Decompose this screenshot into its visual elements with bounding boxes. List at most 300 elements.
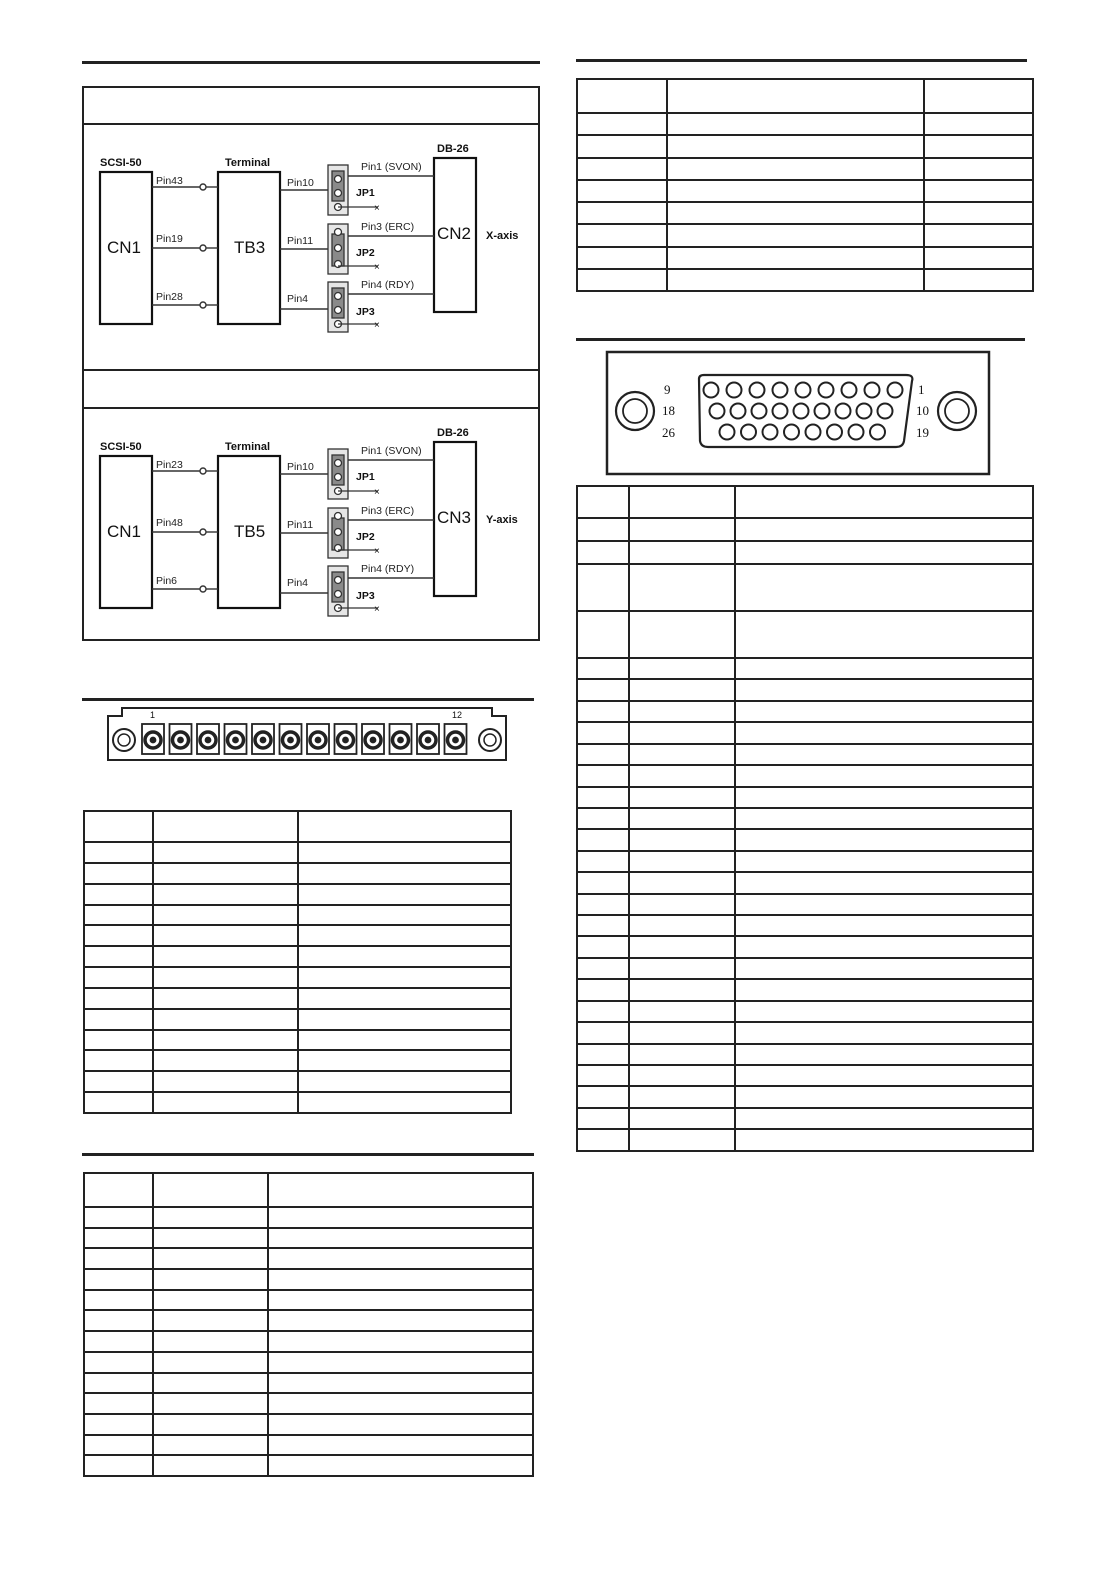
terminal-block-pin-table	[83, 810, 512, 1114]
table-row	[577, 679, 1033, 700]
table-cell	[268, 1207, 533, 1228]
table-cell	[577, 744, 629, 765]
frame-divider	[82, 369, 540, 371]
db26-pin-label-19: 19	[916, 425, 929, 440]
right-pin-label: Pin4 (RDY)	[361, 563, 415, 575]
table-cell	[577, 1108, 629, 1129]
table-row	[577, 894, 1033, 915]
db26-pin	[794, 404, 809, 419]
section-rule-top-right	[576, 59, 1027, 62]
table-cell	[153, 1352, 268, 1373]
table-cell	[577, 829, 629, 850]
table-cell	[84, 925, 153, 946]
table-cell	[629, 829, 735, 850]
jumper-setting-table	[576, 78, 1034, 292]
db26-pin	[865, 383, 880, 398]
table-row	[577, 979, 1033, 1000]
table-cell	[577, 113, 667, 135]
table-cell	[577, 958, 629, 979]
table-row	[577, 135, 1033, 157]
table-cell	[577, 518, 629, 541]
table-cell	[153, 1455, 268, 1476]
tb-label: TB5	[234, 522, 266, 541]
terminal-screw	[170, 724, 192, 754]
table-row	[84, 1414, 533, 1435]
axis-label: X-axis	[486, 230, 519, 242]
table-cell	[735, 701, 1033, 722]
table-cell	[735, 611, 1033, 658]
table-row	[84, 1173, 533, 1207]
table-cell	[629, 744, 735, 765]
table-cell	[84, 1071, 153, 1092]
table-cell	[577, 1022, 629, 1043]
table-cell	[735, 979, 1033, 1000]
table-row	[577, 180, 1033, 202]
table-cell	[577, 679, 629, 700]
terminal-screw	[362, 724, 384, 754]
table-cell	[298, 1092, 511, 1113]
mid-pin-label: Pin11	[287, 519, 314, 531]
table-cell	[84, 905, 153, 926]
table-row	[84, 884, 511, 905]
table-row	[577, 224, 1033, 246]
table-cell	[924, 113, 1033, 135]
table-row	[577, 158, 1033, 180]
scsi-label: SCSI-50	[100, 441, 142, 453]
section-rule-terminal-block	[82, 698, 534, 701]
terminal-screw	[445, 724, 467, 754]
db26-pin	[806, 425, 821, 440]
table-row	[577, 486, 1033, 518]
table-cell	[577, 936, 629, 957]
table-row	[577, 518, 1033, 541]
table-cell	[577, 247, 667, 269]
db26-pin-assignment-table	[576, 485, 1034, 1152]
table-cell	[629, 611, 735, 658]
axis-label: Y-axis	[486, 514, 518, 526]
y-axis-wiring-diagram	[88, 416, 534, 634]
table-cell	[629, 518, 735, 541]
table-cell	[298, 1071, 511, 1092]
table-cell	[298, 905, 511, 926]
table-cell	[268, 1248, 533, 1269]
table-body	[84, 811, 511, 1113]
table-row	[84, 1071, 511, 1092]
table-cell	[268, 1414, 533, 1435]
table-row	[577, 808, 1033, 829]
table-cell	[577, 180, 667, 202]
table-cell	[924, 180, 1033, 202]
table-cell	[153, 884, 298, 905]
mid-pin-label: Pin10	[287, 177, 314, 189]
table-cell	[153, 1310, 268, 1331]
svg-text:×: ×	[374, 320, 380, 331]
table-body	[577, 486, 1033, 1151]
table-cell	[629, 1044, 735, 1065]
table-cell	[153, 1092, 298, 1113]
terminal-label: Terminal	[225, 157, 271, 169]
db26-pin	[704, 383, 719, 398]
table-row	[577, 851, 1033, 872]
table-cell	[153, 842, 298, 863]
table-cell	[298, 925, 511, 946]
db26-pin	[815, 404, 830, 419]
table-cell	[577, 765, 629, 786]
table-cell	[629, 722, 735, 743]
table-cell	[924, 79, 1033, 113]
table-cell	[924, 135, 1033, 157]
table-cell	[667, 158, 924, 180]
table-row	[577, 787, 1033, 808]
db26-pin	[773, 404, 788, 419]
table-cell	[667, 247, 924, 269]
section-rule-db26	[576, 338, 1025, 341]
svg-text:×: ×	[374, 546, 380, 557]
table-row	[577, 564, 1033, 611]
table-body	[84, 1173, 533, 1476]
table-cell	[84, 1393, 153, 1414]
table-cell	[629, 915, 735, 936]
table-cell	[629, 1065, 735, 1086]
table-cell	[298, 946, 511, 967]
table-cell	[84, 811, 153, 842]
table-row	[577, 872, 1033, 893]
table-cell	[268, 1228, 533, 1249]
table-cell	[629, 787, 735, 808]
jumper-label: JP2	[356, 531, 375, 543]
table-cell	[84, 1092, 153, 1113]
table-cell	[735, 1022, 1033, 1043]
table-cell	[153, 1173, 268, 1207]
db26-pin	[727, 383, 742, 398]
db26-pin	[731, 404, 746, 419]
svg-text:×: ×	[374, 203, 380, 214]
table-row	[84, 842, 511, 863]
table-cell	[153, 1207, 268, 1228]
table-cell	[84, 1050, 153, 1071]
table-cell	[577, 158, 667, 180]
left-pin-label: Pin43	[156, 175, 183, 187]
table-cell	[629, 701, 735, 722]
table-cell	[577, 787, 629, 808]
table-cell	[577, 808, 629, 829]
table-cell	[735, 958, 1033, 979]
mid-pin-label: Pin10	[287, 461, 314, 473]
table-cell	[735, 744, 1033, 765]
table-row	[84, 1393, 533, 1414]
table-cell	[577, 564, 629, 611]
db26-pin-label-9: 9	[664, 382, 671, 397]
db26-pin-label-1: 1	[918, 382, 925, 397]
db26-pin	[857, 404, 872, 419]
table-cell	[298, 967, 511, 988]
table-cell	[735, 564, 1033, 611]
table-cell	[268, 1173, 533, 1207]
table-cell	[268, 1435, 533, 1456]
table-cell	[268, 1352, 533, 1373]
table-cell	[735, 486, 1033, 518]
table-cell	[629, 1022, 735, 1043]
table-cell	[667, 113, 924, 135]
table-cell	[268, 1331, 533, 1352]
terminal-screw	[307, 724, 329, 754]
table-cell	[268, 1393, 533, 1414]
table-cell	[735, 1129, 1033, 1151]
table-row	[84, 1373, 533, 1394]
table-cell	[735, 1086, 1033, 1107]
table-row	[577, 113, 1033, 135]
table-row	[84, 905, 511, 926]
table-cell	[924, 202, 1033, 224]
table-row	[84, 1009, 511, 1030]
table-cell	[268, 1455, 533, 1476]
table-cell	[84, 1331, 153, 1352]
table-row	[577, 79, 1033, 113]
table-cell	[84, 884, 153, 905]
table-cell	[735, 1108, 1033, 1129]
table-row	[84, 1050, 511, 1071]
table-row	[577, 611, 1033, 658]
table-cell	[153, 946, 298, 967]
db26-pin	[842, 383, 857, 398]
left-pin-label: Pin19	[156, 233, 183, 245]
table-cell	[577, 202, 667, 224]
table-row	[84, 1269, 533, 1290]
table-cell	[153, 1228, 268, 1249]
terminal-pin-last-label: 12	[452, 710, 463, 720]
db26-pin	[710, 404, 725, 419]
table-cell	[629, 936, 735, 957]
table-cell	[924, 247, 1033, 269]
table-cell	[153, 1071, 298, 1092]
table-cell	[577, 486, 629, 518]
table-cell	[735, 915, 1033, 936]
db26-pin-label-10: 10	[916, 403, 929, 418]
db26-pin	[796, 383, 811, 398]
scsi-label: SCSI-50	[100, 157, 142, 169]
table-row	[577, 1086, 1033, 1107]
table-cell	[298, 1030, 511, 1051]
table-cell	[629, 1001, 735, 1022]
table-cell	[629, 958, 735, 979]
table-cell	[577, 658, 629, 679]
table-cell	[268, 1310, 533, 1331]
table-cell	[629, 765, 735, 786]
table-cell	[577, 722, 629, 743]
table-cell	[84, 946, 153, 967]
right-pin-label: Pin3 (ERC)	[361, 505, 415, 517]
table-cell	[84, 1207, 153, 1228]
db26-pin	[773, 383, 788, 398]
terminal-pin-first-label: 1	[150, 710, 156, 720]
table-row	[577, 958, 1033, 979]
table-cell	[84, 1030, 153, 1051]
db26-connector	[604, 349, 992, 477]
table-cell	[153, 1050, 298, 1071]
table-cell	[84, 1414, 153, 1435]
jumper-label: JP3	[356, 306, 375, 318]
mid-pin-label: Pin4	[287, 293, 309, 305]
bottom-left-pin-table	[83, 1172, 534, 1477]
db26-pin	[784, 425, 799, 440]
jumper-label: JP1	[356, 471, 375, 483]
table-cell	[84, 1373, 153, 1394]
table-cell	[84, 967, 153, 988]
table-cell	[268, 1269, 533, 1290]
table-cell	[735, 787, 1033, 808]
table-row	[577, 701, 1033, 722]
table-cell	[735, 541, 1033, 564]
table-cell	[735, 872, 1033, 893]
table-cell	[629, 1086, 735, 1107]
table-row	[577, 1065, 1033, 1086]
table-row	[84, 1248, 533, 1269]
table-cell	[153, 1269, 268, 1290]
cn-right-label: CN2	[437, 224, 472, 243]
table-cell	[577, 79, 667, 113]
db26-pin	[878, 404, 893, 419]
table-cell	[298, 884, 511, 905]
table-row	[84, 1310, 533, 1331]
table-cell	[735, 829, 1033, 850]
table-cell	[153, 863, 298, 884]
table-row	[577, 936, 1033, 957]
table-cell	[153, 988, 298, 1009]
table-cell	[735, 894, 1033, 915]
table-row	[577, 247, 1033, 269]
table-cell	[629, 1108, 735, 1129]
mid-pin-label: Pin4	[287, 577, 309, 589]
table-cell	[268, 1290, 533, 1311]
table-cell	[667, 180, 924, 202]
table-row	[577, 722, 1033, 743]
table-cell	[577, 224, 667, 246]
table-cell	[735, 851, 1033, 872]
table-cell	[577, 1065, 629, 1086]
db26-pin	[741, 425, 756, 440]
db26-pin	[870, 425, 885, 440]
table-cell	[84, 842, 153, 863]
table-cell	[629, 1129, 735, 1151]
table-cell	[577, 1086, 629, 1107]
table-cell	[153, 1435, 268, 1456]
table-cell	[84, 988, 153, 1009]
table-cell	[84, 1269, 153, 1290]
table-row	[577, 829, 1033, 850]
table-cell	[924, 224, 1033, 246]
table-cell	[153, 1030, 298, 1051]
table-cell	[735, 808, 1033, 829]
table-cell	[629, 541, 735, 564]
jumper-label: JP2	[356, 247, 375, 259]
table-cell	[298, 811, 511, 842]
table-cell	[629, 679, 735, 700]
db26-pin	[819, 383, 834, 398]
table-cell	[577, 872, 629, 893]
svg-text:×: ×	[374, 487, 380, 498]
table-cell	[577, 269, 667, 291]
table-cell	[84, 1173, 153, 1207]
table-cell	[268, 1373, 533, 1394]
left-pin-label: Pin23	[156, 459, 183, 471]
table-cell	[577, 894, 629, 915]
table-row	[577, 915, 1033, 936]
table-cell	[84, 863, 153, 884]
table-cell	[629, 486, 735, 518]
table-row	[84, 1435, 533, 1456]
table-cell	[577, 135, 667, 157]
table-cell	[577, 541, 629, 564]
table-row	[577, 1044, 1033, 1065]
tb-label: TB3	[234, 238, 266, 257]
db26-pin	[750, 383, 765, 398]
svg-text:×: ×	[374, 262, 380, 273]
table-row	[84, 1030, 511, 1051]
table-cell	[577, 1044, 629, 1065]
left-pin-label: Pin6	[156, 575, 178, 587]
table-cell	[924, 158, 1033, 180]
table-row	[84, 988, 511, 1009]
db26-pin	[752, 404, 767, 419]
table-row	[577, 1022, 1033, 1043]
table-cell	[84, 1228, 153, 1249]
terminal-screw	[252, 724, 274, 754]
table-row	[577, 744, 1033, 765]
table-cell	[735, 518, 1033, 541]
table-row	[84, 1290, 533, 1311]
terminal-screw	[197, 724, 219, 754]
left-pin-label: Pin48	[156, 517, 183, 529]
table-cell	[667, 135, 924, 157]
table-row	[84, 1455, 533, 1476]
right-pin-label: Pin1 (SVON)	[361, 161, 422, 173]
table-row	[577, 269, 1033, 291]
table-row	[577, 541, 1033, 564]
cn-right-label: CN3	[437, 508, 472, 527]
right-pin-label: Pin1 (SVON)	[361, 445, 422, 457]
db26-pin	[836, 404, 851, 419]
table-cell	[735, 765, 1033, 786]
table-row	[84, 811, 511, 842]
table-cell	[153, 1331, 268, 1352]
left-pin-label: Pin28	[156, 291, 183, 303]
table-cell	[153, 1248, 268, 1269]
table-cell	[153, 925, 298, 946]
table-row	[577, 1108, 1033, 1129]
terminal-screw	[390, 724, 412, 754]
table-cell	[298, 1009, 511, 1030]
table-cell	[735, 936, 1033, 957]
db26-pin-label-18: 18	[662, 403, 675, 418]
table-cell	[577, 915, 629, 936]
terminal-screw	[280, 724, 302, 754]
table-cell	[153, 967, 298, 988]
table-body	[577, 79, 1033, 291]
table-cell	[577, 1001, 629, 1022]
table-cell	[153, 1414, 268, 1435]
table-cell	[735, 658, 1033, 679]
table-cell	[577, 611, 629, 658]
table-cell	[298, 842, 511, 863]
table-cell	[629, 851, 735, 872]
table-cell	[735, 679, 1033, 700]
table-cell	[298, 863, 511, 884]
frame-divider	[82, 123, 540, 125]
db26-pin-label-26: 26	[662, 425, 675, 440]
table-row	[84, 1352, 533, 1373]
table-cell	[735, 1044, 1033, 1065]
table-cell	[577, 979, 629, 1000]
